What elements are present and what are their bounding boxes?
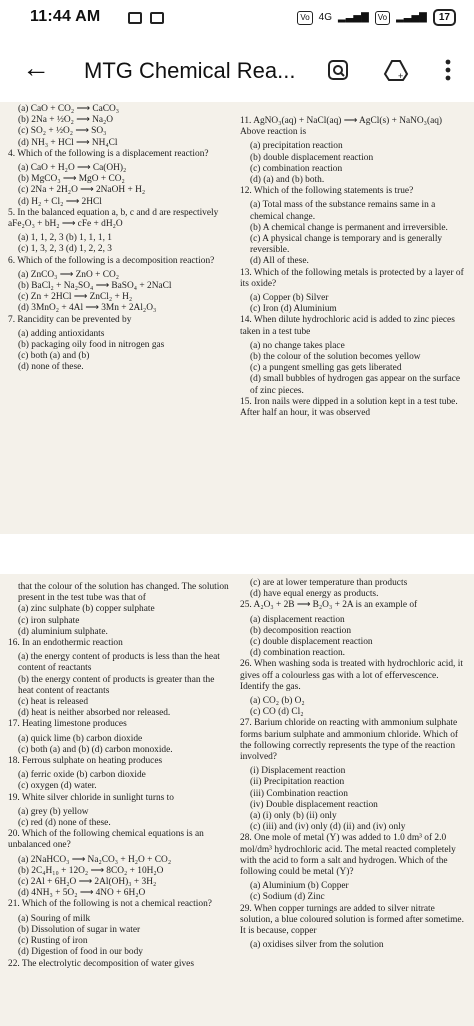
volte-icon: Vo — [297, 11, 312, 25]
option-text: (a) ZnCO₃ ⟶ ZnO + CO₂ — [18, 269, 120, 280]
option-text: (c) both (a) and (b) (d) carbon monoxide. — [18, 744, 173, 755]
app-toolbar — [0, 38, 474, 102]
page2-right-column — [240, 578, 466, 952]
status-right — [297, 9, 456, 26]
document-title: MTG Chemical Rea... — [84, 58, 296, 83]
option-text: (c) CO (d) Cl₂ — [250, 707, 304, 718]
question-text: 14. When dilute hydrochloric acid is added to zinc pieces taken in a test tube — [240, 315, 455, 337]
option-text: (d) All of these. — [250, 256, 309, 267]
question-text: 25. A₂O₃ + 2B ⟶ B₂O₃ + 2A is an example of — [240, 600, 418, 611]
option-text: (c) both (a) and (b) — [18, 351, 90, 362]
option-text: (c) a pungent smelling gas gets liberated — [250, 363, 402, 374]
question-text: 20. Which of the following chemical equations is an unbalanced one? — [8, 829, 204, 851]
battery-icon: 17 — [433, 9, 456, 26]
option-text: (a) Souring of milk — [18, 913, 91, 924]
option-text: (a) CaO + CO₂ ⟶ CaCO₃ — [18, 104, 120, 114]
option-text: (a) CaO + H₂O ⟶ Ca(OH)₂ — [18, 163, 127, 174]
question-text: 6. Which of the following is a decomposition reaction? — [8, 255, 215, 266]
question-text: 28. One mole of metal (Y) was added to 1.0 dm³ of 2.0 mol/dm³ hydrochloric acid. The metal reacted completely with the acid to form a salt and hydrogen. Which of the following could be metal (Y)? — [240, 833, 456, 878]
option-text: (a) 2NaHCO₃ ⟶ Na₂CO₃ + H₂O + CO₂ — [18, 854, 172, 865]
option-text: (a) zinc sulphate (b) copper sulphate — [18, 604, 155, 615]
option-text: (c) combination reaction — [250, 163, 343, 174]
status-time: 11:44 AM — [30, 8, 101, 25]
pdf-page-1[interactable] — [0, 102, 474, 534]
option-text: (b) 2C₄H₁₀ + 12O₂ ⟶ 8CO₂ + 10H₂O — [18, 865, 164, 876]
volte-icon-2: Vo — [375, 11, 390, 25]
option-text: (c) 2Al + 6H₂O ⟶ 2Al(OH)₃ + 3H₂ — [18, 877, 157, 888]
more-vert-icon[interactable] — [432, 54, 464, 86]
option-text: (a) Aluminium (b) Copper — [250, 881, 349, 892]
option-text: (b) double displacement reaction — [250, 152, 374, 163]
option-text: (d) 3MnO₂ + 4Al ⟶ 3Mn + 2Al₂O₃ — [18, 303, 157, 314]
option-text: (a) precipitation reaction — [250, 141, 343, 152]
question-text: 19. White silver chloride in sunlight turns to — [8, 792, 174, 803]
option-text: (b) MgCO₃ ⟶ MgO + CO₂ — [18, 174, 125, 185]
option-text: (d) aluminium sulphate. — [18, 626, 108, 637]
option-text: (iii) Combination reaction — [250, 788, 348, 799]
option-text: (d) H₂ + Cl₂ ⟶ 2HCl — [18, 196, 102, 207]
pdf-page-2[interactable] — [0, 574, 474, 1026]
option-text: (a) Total mass of the substance remains same in a chemical change. — [250, 200, 436, 222]
option-text: (b) the energy content of products is greater than the heat content of reactants — [18, 674, 215, 696]
page1-left-column — [8, 104, 226, 374]
option-text: (a) ferric oxide (b) carbon dioxide — [18, 770, 146, 781]
option-text: (b) 2Na + ½O₂ ⟶ Na₂O — [18, 115, 114, 126]
option-text: (a) the energy content of products is less than the heat content of reactants — [18, 652, 220, 674]
option-text: (c) Rusting of iron — [18, 936, 88, 947]
option-text: (i) Displacement reaction — [250, 766, 346, 777]
option-text: that the colour of the solution has changed. The solution present in the test tube was that of — [18, 582, 229, 604]
signal-icon: ▂▃▅▇ — [338, 12, 369, 23]
question-text: 21. Which of the following is not a chemical reaction? — [8, 899, 212, 910]
message-icon — [128, 12, 142, 24]
option-text: (d) Digestion of food in our body — [18, 947, 143, 958]
option-text: (c) red (d) none of these. — [18, 818, 111, 829]
question-text: 12. Which of the following statements is true? — [240, 186, 414, 197]
question-text: 16. In an endothermic reaction — [8, 638, 123, 649]
option-text: (b) packaging oily food in nitrogen gas — [18, 340, 165, 351]
option-text: (c) Zn + 2HCl ⟶ ZnCl₂ + H₂ — [18, 292, 133, 303]
option-text: (c) (iii) and (iv) only (d) (ii) and (iv) only — [250, 822, 406, 833]
question-text: 29. When copper turnings are added to silver nitrate solution, a blue coloured solution is formed after sometime. It is because, copper — [240, 903, 464, 937]
option-text: (c) 2Na + 2H₂O ⟶ 2NaOH + H₂ — [18, 185, 146, 196]
question-text: 11. AgNO₃(aq) + NaCl(aq) ⟶ AgCl(s) + NaNO₃(aq) Above reaction is — [240, 116, 443, 138]
question-text: 22. The electrolytic decomposition of water gives — [8, 958, 194, 969]
option-text: (a) oxidises silver from the solution — [250, 940, 384, 951]
option-text: (c) heat is released — [18, 697, 89, 708]
question-text: 27. Barium chloride on reacting with ammonium sulphate forms barium sulphate and ammonium chloride. Which of the following correctly represents the type of the reaction involved? — [240, 718, 459, 763]
option-text: (c) are at lower temperature than products — [250, 578, 408, 588]
option-text: (c) iron sulphate — [18, 615, 80, 626]
option-text: (d) heat is neither absorbed nor released. — [18, 708, 171, 719]
page1-right-column — [240, 116, 466, 422]
option-text: (c) double displacement reaction — [250, 637, 373, 648]
drive-add-icon[interactable] — [380, 54, 412, 86]
option-text: (c) oxygen (d) water. — [18, 781, 97, 792]
option-text: (a) no change takes place — [250, 340, 345, 351]
option-text: (b) the colour of the solution becomes yellow — [250, 352, 421, 363]
option-text: (c) SO₂ + ½O₂ ⟶ SO₃ — [18, 126, 107, 137]
option-text: (d) have equal energy as products. — [250, 589, 379, 600]
svg-text:+: + — [398, 71, 404, 81]
option-text: (c) A physical change is temporary and is generally reversible. — [250, 234, 443, 256]
page2-left-column — [8, 582, 230, 973]
option-text: (c) Iron (d) Aluminium — [250, 304, 337, 315]
page-gap — [0, 534, 474, 574]
option-text: (b) decomposition reaction — [250, 625, 352, 636]
option-text: (a) adding antioxidants — [18, 328, 105, 339]
option-text: (a) 1, 1, 2, 3 (b) 1, 1, 1, 1 — [18, 233, 112, 244]
option-text: (a) quick lime (b) carbon dioxide — [18, 733, 143, 744]
option-text: (d) (a) and (b) both. — [250, 175, 325, 186]
option-text: (d) 4NH₃ + 5O₂ ⟶ 4NO + 6H₂O — [18, 888, 146, 899]
option-text: (ii) Precipitation reaction — [250, 777, 345, 788]
question-text: 4. Which of the following is a displacement reaction? — [8, 148, 209, 159]
option-text: (b) A chemical change is permanent and irreversible. — [250, 222, 448, 233]
option-text: (c) 1, 3, 2, 3 (d) 1, 2, 2, 3 — [18, 244, 112, 255]
option-text: (d) none of these. — [18, 362, 84, 373]
question-text: 7. Rancidity can be prevented by — [8, 314, 132, 325]
option-text: (a) grey (b) yellow — [18, 806, 89, 817]
question-text: 5. In the balanced equation a, b, c and d are respectively aFe₂O₃ + bH₂ ⟶ cFe + dH₂O — [8, 207, 219, 230]
message-icon-2 — [150, 12, 164, 24]
option-text: (a) (i) only (b) (ii) only — [250, 811, 337, 822]
option-text: (a) CO₂ (b) O₂ — [250, 696, 305, 707]
question-text: 13. Which of the following metals is protected by a layer of its oxide? — [240, 267, 464, 289]
option-text: (b) BaCl₂ + Na₂SO₄ ⟶ BaSO₄ + 2NaCl — [18, 281, 172, 292]
network-type: 4G — [318, 12, 332, 23]
option-text: (c) Sodium (d) Zinc — [250, 892, 325, 903]
option-text: (d) small bubbles of hydrogen gas appear on the surface of zinc pieces. — [250, 374, 461, 396]
back-arrow-icon[interactable]: ← — [22, 52, 50, 83]
option-text: (d) NH₃ + HCl ⟶ NH₄Cl — [18, 137, 118, 148]
option-text: (b) Dissolution of sugar in water — [18, 924, 141, 935]
option-text: (a) Copper (b) Silver — [250, 293, 329, 304]
signal-icon-2: ▂▃▅▇ — [396, 12, 427, 23]
question-text: 17. Heating limestone produces — [8, 719, 127, 730]
option-text: (d) combination reaction. — [250, 648, 346, 659]
option-text: (iv) Double displacement reaction — [250, 799, 378, 810]
question-text: 26. When washing soda is treated with hydrochloric acid, it gives off a colourless gas with a lot of effervescence. Identify the gas. — [240, 659, 463, 692]
option-text: (a) displacement reaction — [250, 614, 345, 625]
question-text: 18. Ferrous sulphate on heating produces — [8, 756, 163, 767]
question-text: 15. Iron nails were dipped in a solution kept in a test tube. After half an hour, it was observed — [240, 396, 458, 419]
lens-icon[interactable] — [322, 54, 354, 86]
status-bar — [0, 0, 474, 38]
